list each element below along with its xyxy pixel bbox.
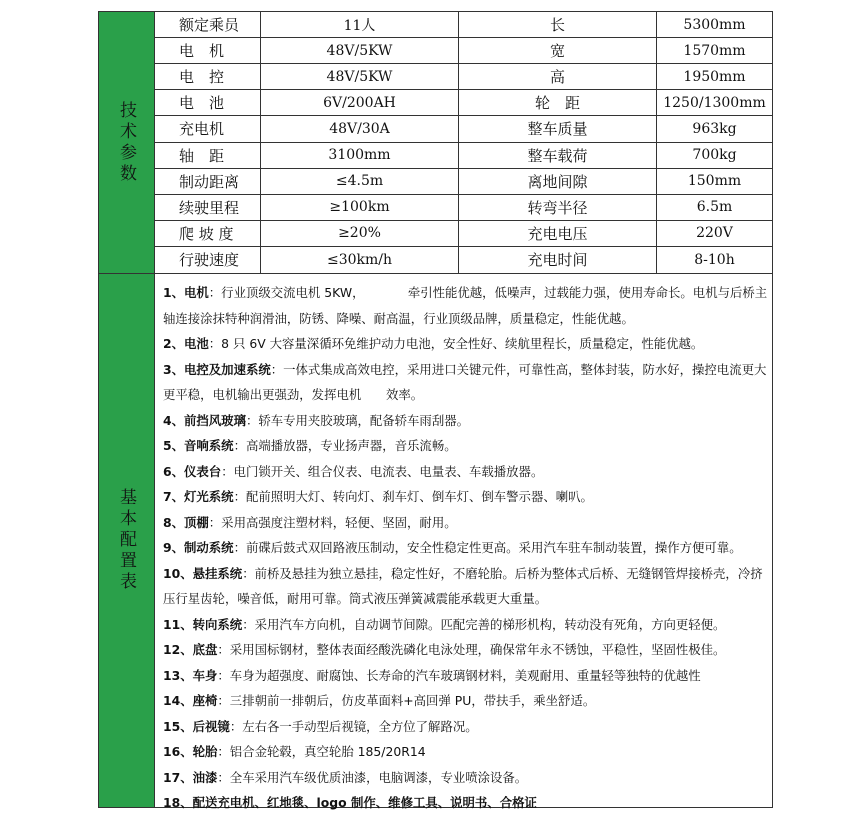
category-basic-config <box>99 274 155 807</box>
spec-label-2: 长 <box>459 12 657 38</box>
config-item-number: 13、 <box>163 667 193 683</box>
config-item-name: 电机 <box>184 285 209 300</box>
config-item-desc: ：配前照明大灯、转向灯、刹车灯、倒车灯、倒车警示器、喇叭。 <box>233 489 593 504</box>
spec-label-2: 充电时间 <box>459 247 657 273</box>
config-item-name: 转向系统 <box>192 616 243 632</box>
config-item-desc: ：车身为超强度、耐腐蚀、长寿命的汽车玻璃钢材料，美观耐用、重量轻等独特的优越性 <box>217 667 701 683</box>
config-item-desc: ：左右各一手动型后视镜，全方位了解路况。 <box>229 718 478 734</box>
config-item-desc: ：采用高强度注塑材料，轻便、坚固，耐用。 <box>208 514 457 530</box>
config-item-name: 油漆 <box>192 769 218 785</box>
spec-value: 3100mm <box>261 143 459 169</box>
spec-label: 电 控 <box>155 64 261 90</box>
config-item <box>163 280 769 331</box>
spec-value-2: 1250/1300mm <box>657 90 772 116</box>
config-item-number: 11、 <box>163 616 193 632</box>
category-tech-label: 技术参数 <box>116 100 136 185</box>
spec-value-2: 1570mm <box>657 38 772 64</box>
spec-value: 11人 <box>261 12 459 38</box>
spec-value-2: 963kg <box>657 116 772 142</box>
config-item-desc: ：全车采用汽车级优质油漆，电脑调漆，专业喷涂设备。 <box>217 769 528 785</box>
spec-label: 制动距离 <box>155 169 261 195</box>
spec-label-2: 轮 距 <box>459 90 657 116</box>
config-item-name: 制动系统 <box>184 540 234 555</box>
spec-value-2: 220V <box>657 221 772 247</box>
spec-label: 充电机 <box>155 116 261 142</box>
config-item-desc: ：前桥及悬挂为独立悬挂，稳定性好，不磨轮胎。后桥为整体式后桥、无缝钢管焊接桥壳，冷挤压行星齿轮，噪音低，耐用可靠。筒式液压弹簧减震能承载更大重量。 <box>163 565 763 606</box>
config-item <box>163 408 769 434</box>
config-item-desc: ：轿车专用夹胶玻璃，配备轿车雨刮器。 <box>245 412 469 428</box>
spec-value-2: 6.5m <box>657 195 772 221</box>
spec-value-2: 150mm <box>657 169 772 195</box>
spec-label-2: 整车载荷 <box>459 143 657 169</box>
config-item-desc: ：行业顶级交流电机 5KW， 牵引性能优越，低噪声，过载能力强，使用寿命长。电机与后桥主轴连接涂抹特种润滑油，防锈、降噪、耐高温，行业顶级品牌，质量稳定，性能优越。 <box>163 285 768 326</box>
config-item <box>163 484 769 510</box>
config-item-name: 底盘 <box>192 642 218 657</box>
config-item-name: 配送充电机、红地毯、logo 制作、维修工具、说明书、合格证 <box>192 795 537 810</box>
config-item <box>163 331 769 357</box>
spec-value: ≥20% <box>261 221 459 247</box>
config-item-number: 14、 <box>163 693 193 708</box>
spec-value: ≤4.5m <box>261 169 459 195</box>
config-item-number: 7、 <box>163 489 185 504</box>
config-item-name: 音响系统 <box>184 438 234 453</box>
config-item <box>163 561 769 612</box>
config-item <box>163 637 769 663</box>
config-item <box>163 459 769 485</box>
spec-label: 电 机 <box>155 38 261 64</box>
config-item-desc: ：电门锁开关、组合仪表、电流表、电量表、车载播放器。 <box>221 463 544 479</box>
config-item-name: 座椅 <box>192 693 218 708</box>
spec-sheet <box>98 11 773 808</box>
config-item-number: 15、 <box>163 718 193 734</box>
config-item-name: 轮胎 <box>192 744 218 759</box>
spec-value: ≥100km <box>261 195 459 221</box>
config-item-desc: ：一体式集成高效电控，采用进口关键元件，可靠性高，整体封装，防水好，操控电流更大更平稳，电机输出更强劲，发挥电机 效率。 <box>163 361 767 402</box>
spec-label: 轴 距 <box>155 143 261 169</box>
spec-label: 额定乘员 <box>155 12 261 38</box>
config-item-number: 6、 <box>163 463 185 479</box>
config-item-name: 前挡风玻璃 <box>184 412 246 428</box>
config-item <box>163 612 769 638</box>
spec-value-2: 5300mm <box>657 12 772 38</box>
spec-label: 爬 坡 度 <box>155 221 261 247</box>
config-item-desc: ：高端播放器，专业扬声器，音乐流畅。 <box>233 438 457 453</box>
spec-label-2: 整车质量 <box>459 116 657 142</box>
config-item-name: 顶棚 <box>184 514 209 530</box>
config-item <box>163 688 769 714</box>
config-item-number: 16、 <box>163 744 193 759</box>
spec-label: 续驶里程 <box>155 195 261 221</box>
config-item-number: 9、 <box>163 540 185 555</box>
category-config-label: 基本配置表 <box>116 488 136 593</box>
config-item <box>163 739 769 765</box>
config-item <box>163 433 769 459</box>
config-item-number: 4、 <box>163 412 185 428</box>
spec-table <box>155 12 772 274</box>
config-item-name: 悬挂系统 <box>192 565 243 581</box>
spec-value-2: 8-10h <box>694 251 735 268</box>
config-item-desc: ：前碟后鼓式双回路液压制动，安全性稳定性更高。采用汽车驻车制动装置，操作方便可靠。 <box>233 540 742 555</box>
spec-value: 48V/5KW <box>261 38 459 64</box>
config-item-number: 1、 <box>163 285 185 300</box>
config-list <box>163 280 769 816</box>
config-item <box>163 663 769 689</box>
config-item-name: 电控及加速系统 <box>184 361 271 377</box>
config-item-desc: ：采用汽车方向机，自动调节间隙。匹配完善的梯形机构，转动没有死角，方向更轻便。 <box>242 616 726 632</box>
config-item <box>163 765 769 791</box>
config-item-desc: ：采用国标钢材，整体表面经酸洗磷化电泳处理，确保常年永不锈蚀，平稳性，坚固性极佳。 <box>217 642 726 657</box>
config-item-name: 电池 <box>184 336 209 351</box>
config-item-number: 5、 <box>163 438 185 453</box>
config-item <box>163 357 769 408</box>
spec-value: ≤30km/h <box>261 247 459 273</box>
spec-value-2: 700kg <box>657 143 772 169</box>
spec-value: 6V/200AH <box>261 90 459 116</box>
spec-label-2: 转弯半径 <box>459 195 657 221</box>
config-item-number: 10、 <box>163 565 193 581</box>
spec-label: 行驶速度 <box>155 247 261 273</box>
config-item-number: 17、 <box>163 769 193 785</box>
spec-value: 48V/5KW <box>261 64 459 90</box>
spec-label-2: 充电电压 <box>459 221 657 247</box>
config-item-name: 灯光系统 <box>184 489 234 504</box>
config-item-number: 3、 <box>163 361 185 377</box>
config-item <box>163 714 769 740</box>
spec-label-2: 离地间隙 <box>459 169 657 195</box>
config-item-number: 18、 <box>163 795 193 810</box>
config-item-number: 8、 <box>163 514 185 530</box>
config-item-desc: ：三排朝前一排朝后，仿皮革面料+高回弹 PU，带扶手，乘坐舒适。 <box>217 693 596 708</box>
config-item <box>163 535 769 561</box>
config-item-name: 车身 <box>192 667 218 683</box>
category-tech-params <box>99 12 155 274</box>
spec-label: 电 池 <box>155 90 261 116</box>
spec-label-2: 宽 <box>459 38 657 64</box>
spec-value-2: 1950mm <box>657 64 772 90</box>
config-item <box>163 510 769 536</box>
spec-value: 48V/30A <box>261 116 459 142</box>
config-item-desc: ：8 只 6V 大容量深循环免维护动力电池，安全性好、续航里程长，质量稳定，性能优越。 <box>208 336 704 351</box>
config-item-name: 仪表台 <box>184 463 222 479</box>
config-item-number: 2、 <box>163 336 185 351</box>
spec-label-2: 高 <box>459 64 657 90</box>
config-item-name: 后视镜 <box>192 718 230 734</box>
config-item-desc: ：铝合金轮毂，真空轮胎 185/20R14 <box>217 744 426 759</box>
config-item-number: 12、 <box>163 642 193 657</box>
config-item <box>163 790 769 816</box>
